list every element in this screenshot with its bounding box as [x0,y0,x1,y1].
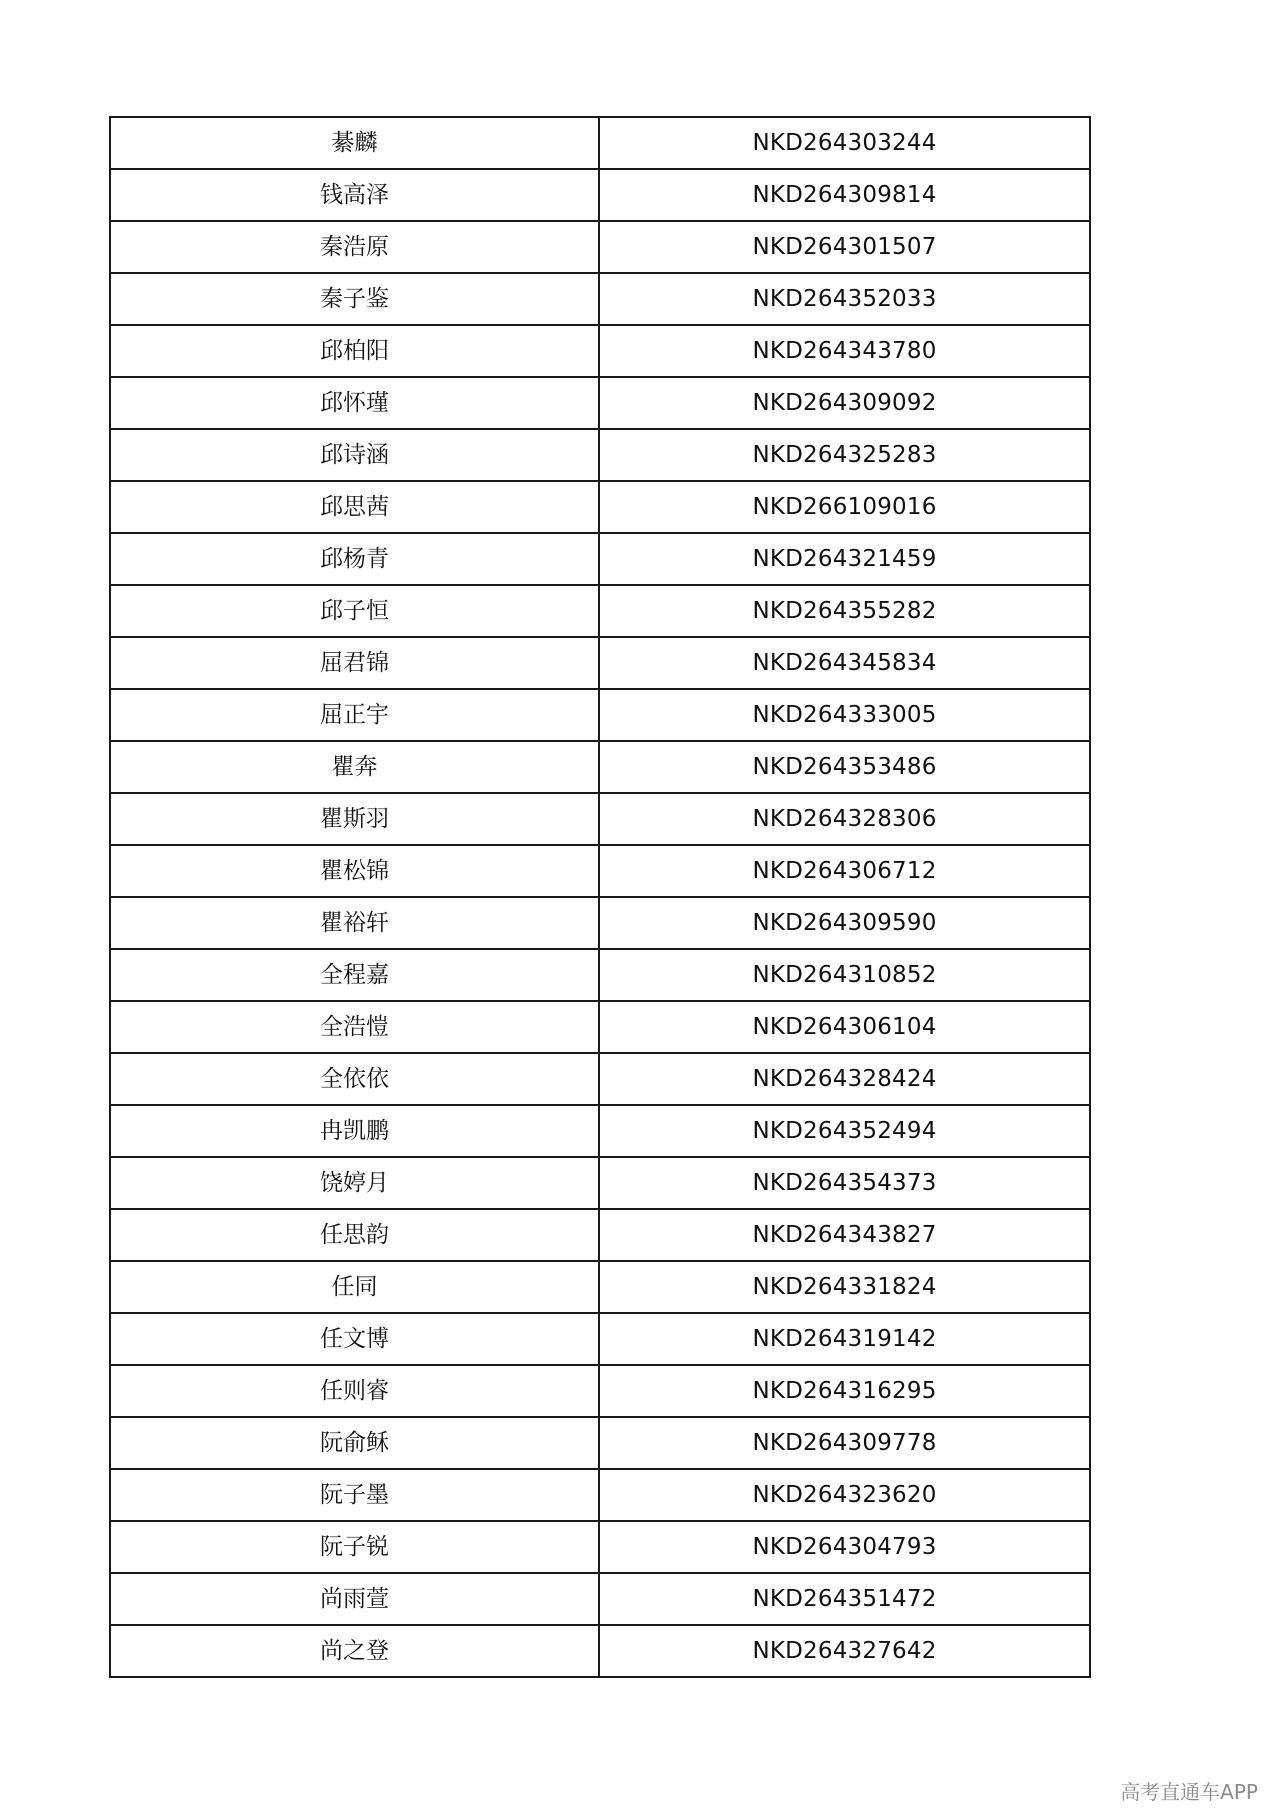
candidate-id-cell: NKD264353486 [599,741,1090,793]
table-row [110,1209,1090,1261]
candidate-id-cell: NKD264306712 [599,845,1090,897]
student-name-cell: 秦浩原 [110,221,599,273]
student-name-cell: 任则睿 [110,1365,599,1417]
table-row [110,949,1090,1001]
table-row [110,1417,1090,1469]
table-row [110,845,1090,897]
candidate-id-cell: NKD264319142 [599,1313,1090,1365]
table-row [110,481,1090,533]
table-row [110,1001,1090,1053]
table-row [110,429,1090,481]
table-row [110,221,1090,273]
candidate-id-cell: NKD264309778 [599,1417,1090,1469]
student-name-cell: 冉凯鹏 [110,1105,599,1157]
student-name-cell: 阮俞稣 [110,1417,599,1469]
candidate-id-cell: NKD264328306 [599,793,1090,845]
student-name-cell: 瞿裕轩 [110,897,599,949]
candidate-id-cell: NKD264309814 [599,169,1090,221]
table-row [110,117,1090,169]
student-name-cell: 邱诗涵 [110,429,599,481]
student-name-cell: 瞿松锦 [110,845,599,897]
student-name-cell: 任文博 [110,1313,599,1365]
candidate-id-cell: NKD264351472 [599,1573,1090,1625]
candidate-id-cell: NKD264301507 [599,221,1090,273]
student-name-cell: 邱思茜 [110,481,599,533]
student-name-cell: 尚之登 [110,1625,599,1677]
table-row [110,793,1090,845]
candidate-id-cell: NKD264321459 [599,533,1090,585]
student-name-cell: 全依依 [110,1053,599,1105]
candidate-id-cell: NKD264333005 [599,689,1090,741]
roster-body [110,117,1090,1677]
candidate-id-cell: NKD264310852 [599,949,1090,1001]
student-name-cell: 秦子鉴 [110,273,599,325]
student-name-cell: 邱子恒 [110,585,599,637]
candidate-id-cell: NKD264331824 [599,1261,1090,1313]
candidate-id-cell: NKD264325283 [599,429,1090,481]
candidate-id-cell: NKD264327642 [599,1625,1090,1677]
student-name-cell: 邱怀瑾 [110,377,599,429]
table-row [110,1313,1090,1365]
candidate-id-cell: NKD264323620 [599,1469,1090,1521]
table-row [110,377,1090,429]
table-row [110,1625,1090,1677]
table-row [110,325,1090,377]
table-row [110,689,1090,741]
candidate-id-cell: NKD264345834 [599,637,1090,689]
table-row [110,273,1090,325]
candidate-id-cell: NKD264343780 [599,325,1090,377]
table-row [110,1105,1090,1157]
student-name-cell: 邱杨青 [110,533,599,585]
table-row [110,169,1090,221]
table-row [110,1365,1090,1417]
candidate-id-cell: NKD264316295 [599,1365,1090,1417]
student-name-cell: 阮子墨 [110,1469,599,1521]
student-name-cell: 瞿奔 [110,741,599,793]
student-name-cell: 屈君锦 [110,637,599,689]
candidate-id-cell: NKD264304793 [599,1521,1090,1573]
student-name-cell: 瞿斯羽 [110,793,599,845]
watermark-text: 高考直通车APP [1120,1780,1258,1804]
candidate-id-cell: NKD264306104 [599,1001,1090,1053]
candidate-id-cell: NKD264343827 [599,1209,1090,1261]
table-row [110,1573,1090,1625]
table-row [110,1469,1090,1521]
candidate-id-cell: NKD264303244 [599,117,1090,169]
student-name-cell: 尚雨萱 [110,1573,599,1625]
candidate-id-cell: NKD264309092 [599,377,1090,429]
candidate-id-cell: NKD264354373 [599,1157,1090,1209]
student-name-cell: 任思韵 [110,1209,599,1261]
table-row [110,1053,1090,1105]
student-name-cell: 全程嘉 [110,949,599,1001]
student-name-cell: 綦麟 [110,117,599,169]
candidate-id-cell: NKD264352494 [599,1105,1090,1157]
student-name-cell: 阮子锐 [110,1521,599,1573]
student-name-cell: 屈正宇 [110,689,599,741]
table-row [110,533,1090,585]
roster-table [109,116,1091,1678]
student-name-cell: 全浩愷 [110,1001,599,1053]
table-row [110,897,1090,949]
table-row [110,1261,1090,1313]
candidate-id-cell: NKD264355282 [599,585,1090,637]
student-name-cell: 邱柏阳 [110,325,599,377]
student-name-cell: 饶婷月 [110,1157,599,1209]
table-row [110,741,1090,793]
table-row [110,585,1090,637]
candidate-id-cell: NKD264352033 [599,273,1090,325]
table-row [110,637,1090,689]
candidate-id-cell: NKD264328424 [599,1053,1090,1105]
candidate-id-cell: NKD266109016 [599,481,1090,533]
student-name-cell: 任同 [110,1261,599,1313]
student-name-cell: 钱高泽 [110,169,599,221]
table-row [110,1521,1090,1573]
table-row [110,1157,1090,1209]
candidate-id-cell: NKD264309590 [599,897,1090,949]
